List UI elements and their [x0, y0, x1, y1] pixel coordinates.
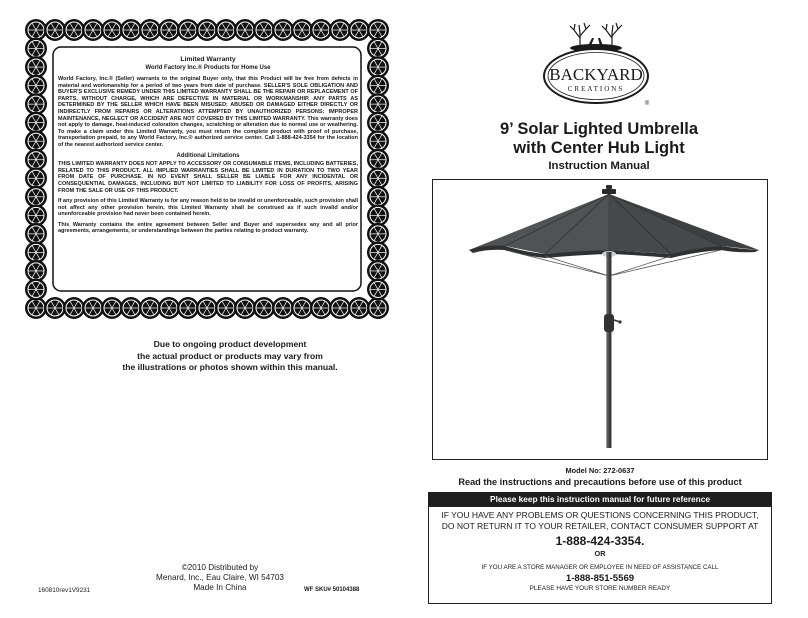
disclaimer-line-3: the illustrations or photos shown within this manual.	[122, 362, 338, 372]
umbrella-canopy	[469, 194, 759, 258]
brand-name: BACKYARD	[549, 65, 643, 84]
product-photo-frame	[432, 179, 768, 460]
product-title-line-1: 9’ Solar Lighted Umbrella	[499, 120, 699, 138]
warranty-paragraph-coverage: World Factory, Inc.® (Seller) warrants to the original Buyer only, that this Product will be free from defects in material and workmanship for a period of two years from date of purchase. SELLER'S SOLE OBLIGATION AND BUYER'S EXCLUSIVE REMEDY UNDER THIS LIMITED WARRANTY SHALL BE THE REPAIR OR REPLACEMENT OF PARTS, WITHOUT CHARGE, WHICH ARE DEFECTIVE IN MATERIAL OR WORKMANSHIP. ANY PARTS AS DETERMINED BY THE SELLER WHICH HAVE BEEN MISUSED; ABUSED OR DAMAGED EITHER DIRECTLY OR INDIRECTLY FROM REPAIRS OR ALTERATIONS ATTEMPTED BY UNAUTHORIZED PERSONS; IMPROPER MAINTENANCE, NEGLECT OR ACCIDENT ARE NOT COVERED BY THIS LIMITED WARRANTY. This warranty does not apply to damage, heat-induced coloration changes, scratching or alteration due to normal use or weathering. To make a claim under this Limited Warranty, you must return the complete product with proof of purchase, transportation prepaid, to any World Factory, Inc.® authorized service center. Call 1-888-424-3354 for the location of the nearest authorized service center.	[58, 76, 358, 148]
registered-mark: ®	[644, 101, 650, 107]
read-instructions-notice: Read the instructions and precautions before use of this product	[458, 477, 742, 487]
copyright-line: ©2010 Distributed by	[181, 563, 259, 572]
warranty-paragraph-severability: If any provision of this Limited Warranty is for any reason held to be invalid or unenforceable, such provision shall not affect any other provision herein, this Limited Warranty shall be construed as if such invalid and/or unenforceable provision had never been contained herein.	[58, 198, 358, 218]
distributor-info	[120, 563, 320, 593]
consumer-support-phone: 1-888-424-3354.	[555, 534, 645, 548]
distributor-address: Menard, Inc., Eau Claire, WI 54703	[156, 573, 284, 582]
warranty-title: Limited Warranty	[180, 56, 236, 63]
brand-tagline: CREATIONS	[567, 85, 625, 93]
tree-right-icon	[602, 23, 622, 46]
support-notice-line-2: DO NOT RETURN IT TO YOUR RETAILER, CONTACT CONSUMER SUPPORT AT	[441, 521, 759, 531]
additional-limitations-heading: Additional Limitations	[176, 152, 240, 159]
or-separator: OR	[594, 549, 606, 558]
consumer-support-box	[428, 506, 772, 604]
tilt-crank-icon	[604, 314, 622, 332]
product-title	[432, 120, 766, 158]
warranty-subtitle: World Factory Inc.® Products for Home Use	[145, 65, 271, 71]
instruction-manual-label: Instruction Manual	[548, 160, 650, 172]
warranty-paragraph-entire-agreement: This Warranty contains the entire agreement between Seller and Buyer and supersedes any and all prior agreements, arrangements, or understandings between the parties relating to product warranty.	[58, 221, 358, 235]
disclaimer-line-2: the actual product or products may vary from	[137, 350, 323, 361]
pole-highlight	[607, 252, 608, 448]
store-assistance-phone: 1-888-851-5569	[565, 573, 635, 584]
warranty-text-block	[58, 56, 358, 239]
document-revision-code: 160810rev1V9231	[38, 587, 91, 594]
support-notice-line-1: IF YOU HAVE ANY PROBLEMS OR QUESTIONS CONCERNING THIS PRODUCT,	[441, 510, 759, 520]
store-number-notice: PLEASE HAVE YOUR STORE NUMBER READY	[529, 585, 671, 592]
backyard-creations-logo	[536, 16, 656, 108]
tree-left-icon	[570, 23, 590, 46]
country-of-origin: Made In China	[193, 583, 247, 592]
store-manager-notice: IF YOU ARE A STORE MANAGER OR EMPLOYEE IN NEED OF ASSISTANCE CALL	[481, 564, 719, 571]
warranty-paragraph-limitations: THIS LIMITED WARRANTY DOES NOT APPLY TO ACCESSORY OR CONSUMABLE ITEMS, INCLUDING BATTERIES, RELATED TO THIS PRODUCT. ALL IMPLIED WARRANTIES SHALL BE LIMITED IN DURATION TO TWO YEAR FROM DATE OF PURCHASE. IN NO EVENT SHALL SELLER BE LIABLE FOR ANY INCIDENTAL OR CONSEQUENTIAL DAMAGES, INCLUDING BUT NOT LIMITED TO LIABILITY FOR LOSS OF PROFITS, ARISING FROM THE SALE OR USE OF THIS PRODUCT.	[58, 161, 358, 194]
solar-panel-icon	[602, 185, 616, 194]
wf-sku-number: WF SKU# 50104388	[304, 587, 360, 593]
umbrella-illustration	[433, 180, 769, 461]
product-variation-disclaimer	[60, 339, 400, 374]
disclaimer-line-1: Due to ongoing product development	[153, 339, 307, 349]
keep-manual-banner: Please keep this instruction manual for future reference	[428, 492, 772, 506]
umbrella-pole	[607, 252, 612, 448]
model-number: Model No: 272-0637	[565, 466, 635, 475]
product-title-line-2: with Center Hub Light	[513, 139, 685, 157]
